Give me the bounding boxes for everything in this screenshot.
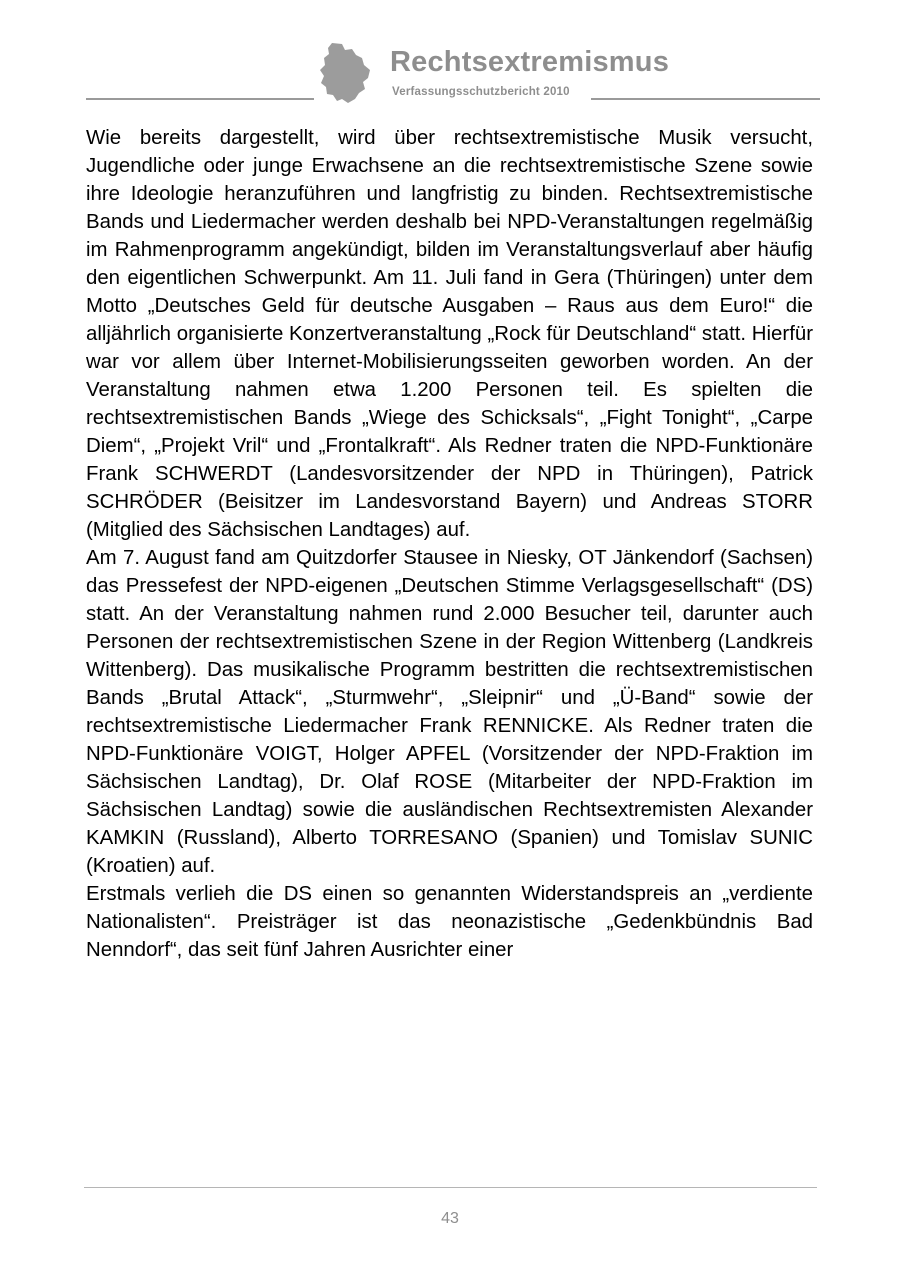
header-title: Rechtsextremismus <box>390 46 670 78</box>
header-rule-right <box>591 98 820 100</box>
body-text <box>86 124 813 964</box>
paragraph-2: Am 7. August fand am Quitzdorfer Stausee in Niesky, OT Jänkendorf (Sachsen) das Pressefest der NPD-eigenen „Deutschen Stimme Verlagsgesellschaft“ (DS) statt. An der Veranstaltung nahmen rund 2.000 Besucher teil, darunter auch Personen der rechtsextremistischen Szene in der Region Wittenberg (Landkreis Wittenberg). Das musikalische Programm bestritten die rechtsextremistischen Bands „Brutal Attack“, „Sturmwehr“, „Sleipnir“ und „Ü-Band“ sowie der rechtsextremistische Liedermacher Frank RENNICKE. Als Redner traten die NPD-Funktionäre VOIGT, Holger APFEL (Vorsitzender der NPD-Fraktion im Sächsischen Landtag), Dr. Olaf ROSE (Mitarbeiter der NPD-Fraktion im Sächsischen Landtag) sowie die ausländischen Rechtsextremisten Alexander KAMKIN (Russland), Alberto TORRESANO (Spanien) und Tomislav SUNIC (Kroatien) auf. <box>86 547 813 877</box>
saxony-anhalt-map-icon <box>318 41 372 105</box>
header-subtitle: Verfassungsschutzbericht 2010 <box>392 86 570 98</box>
header-rule-left <box>86 98 314 100</box>
paragraph-3: Erstmals verlieh die DS einen so genannten Widerstandspreis an „verdiente Nationalisten“. Preisträger ist das neonazistische „Gedenkbündnis Bad Nenndorf“, das seit fünf Jahren Ausrichter einer <box>86 883 813 961</box>
page-header <box>0 0 900 110</box>
footer-rule <box>84 1187 817 1188</box>
paragraph-1: Wie bereits dargestellt, wird über rechtsextremistische Musik versucht, Jugendliche oder junge Erwachsene an die rechtsextremistische Szene sowie ihre Ideologie heranzuführen und langfristig zu binden. Rechtsextremistische Bands und Liedermacher werden deshalb bei NPD-Veranstaltungen regelmäßig im Rahmenprogramm angekündigt, bilden im Veranstaltungsverlauf aber häufig den eigentlichen Schwerpunkt. Am 11. Juli fand in Gera (Thüringen) unter dem Motto „Deutsches Geld für deutsche Ausgaben – Raus aus dem Euro!“ die alljährlich organisierte Konzertveranstaltung „Rock für Deutschland“ statt. Hierfür war vor allem über Internet-Mobilisierungsseiten geworben worden. An der Veranstaltung nahmen etwa 1.200 Personen teil. Es spielten die rechtsextremistischen Bands „Wiege des Schicksals“, „Fight Tonight“, „Carpe Diem“, „Projekt Vril“ und „Frontalkraft“. Als Redner traten die NPD-Funktionäre Frank SCHWERDT (Landesvorsitzender der NPD in Thüringen), Patrick SCHRÖDER (Beisitzer im Landesvorstand Bayern) und Andreas STORR (Mitglied des Sächsischen Landtages) auf. <box>86 127 813 541</box>
page-number: 43 <box>441 1210 459 1227</box>
